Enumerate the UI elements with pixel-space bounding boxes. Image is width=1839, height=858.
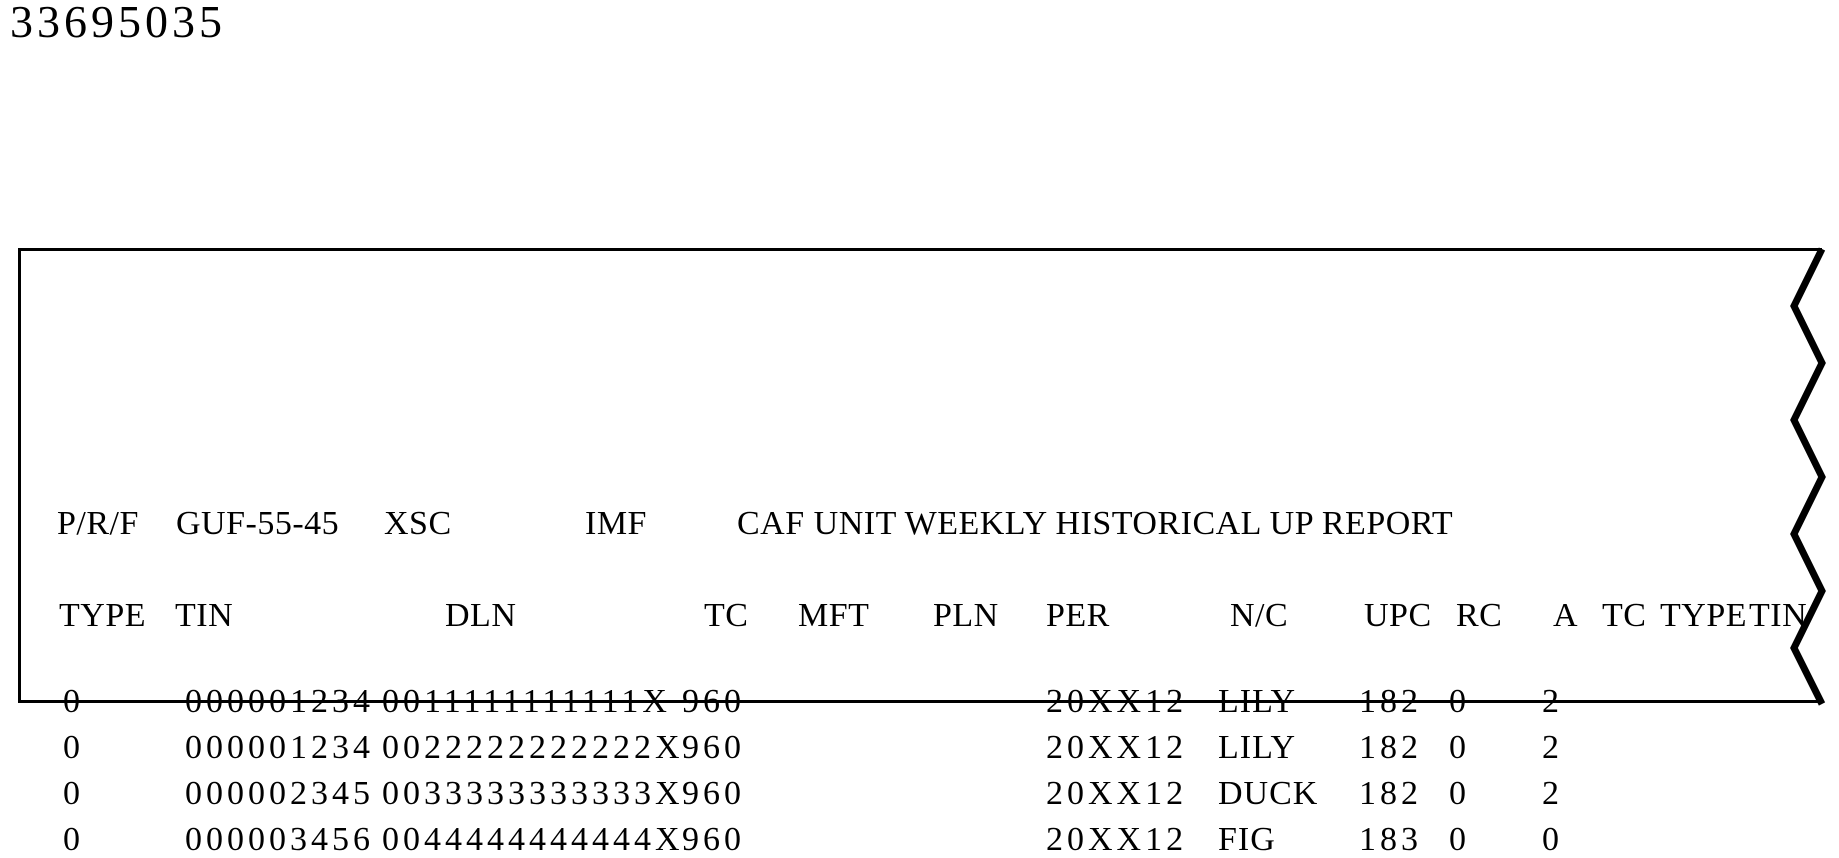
report-title: CAF UNIT WEEKLY HISTORICAL UP REPORT xyxy=(737,505,1454,542)
cell-type: 0 xyxy=(63,775,84,812)
report-code: XSC xyxy=(384,505,452,542)
column-header-tin: TIN xyxy=(175,597,234,634)
column-header-pln: PLN xyxy=(933,597,999,634)
column-header-type: TYPE xyxy=(59,597,146,634)
cell-type: 0 xyxy=(63,821,84,858)
cell-nc: DUCK xyxy=(1218,775,1319,812)
cell-tc: 960 xyxy=(682,683,745,720)
report-box xyxy=(18,248,1822,858)
cell-upc: 183 xyxy=(1359,821,1422,858)
column-header-dln: DLN xyxy=(445,597,517,634)
document-number: 33695035 xyxy=(10,0,226,47)
cell-tin: 000002345 xyxy=(185,775,374,812)
column-header-tc-2: TC xyxy=(1602,597,1647,634)
cell-rc: 0 xyxy=(1449,683,1470,720)
cell-upc: 182 xyxy=(1359,775,1422,812)
cell-rc: 0 xyxy=(1449,729,1470,766)
cell-per: 20XX12 xyxy=(1046,821,1188,858)
cell-nc: LILY xyxy=(1218,683,1297,720)
column-header-nc: N/C xyxy=(1230,597,1289,634)
cell-dln: 0044444444444X xyxy=(382,821,684,858)
cell-upc: 182 xyxy=(1359,729,1422,766)
column-header-tc: TC xyxy=(704,597,749,634)
report-prf-label: P/R/F xyxy=(57,505,139,542)
cell-nc: LILY xyxy=(1218,729,1297,766)
column-header-upc: UPC xyxy=(1364,597,1432,634)
cell-tc: 960 xyxy=(682,821,745,858)
cell-a: 2 xyxy=(1542,729,1563,766)
cell-a: 2 xyxy=(1542,775,1563,812)
column-header-type-2: TYPE xyxy=(1660,597,1747,634)
cell-a: 0 xyxy=(1542,821,1563,858)
cell-dln: 0022222222222X xyxy=(382,729,684,766)
cell-rc: 0 xyxy=(1449,821,1470,858)
column-header-tin-2: TIN xyxy=(1749,597,1808,634)
report-master-file: IMF xyxy=(585,505,647,542)
cell-tin: 000003456 xyxy=(185,821,374,858)
cell-tc: 960 xyxy=(682,729,745,766)
cell-nc: FIG xyxy=(1218,821,1276,858)
cell-tin: 000001234 xyxy=(185,683,374,720)
cell-a: 2 xyxy=(1542,683,1563,720)
cell-type: 0 xyxy=(63,683,84,720)
cell-per: 20XX12 xyxy=(1046,775,1188,812)
cell-per: 20XX12 xyxy=(1046,683,1188,720)
column-header-mft: MFT xyxy=(798,597,870,634)
cell-upc: 182 xyxy=(1359,683,1422,720)
column-header-rc: RC xyxy=(1456,597,1503,634)
cell-per: 20XX12 xyxy=(1046,729,1188,766)
torn-edge-zigzag-icon xyxy=(1786,244,1830,708)
cell-rc: 0 xyxy=(1449,775,1470,812)
cell-tin: 000001234 xyxy=(185,729,374,766)
column-header-a: A xyxy=(1553,597,1579,634)
report-id: GUF-55-45 xyxy=(176,505,340,542)
cell-tc: 960 xyxy=(682,775,745,812)
column-header-per: PER xyxy=(1046,597,1110,634)
cell-dln: 0033333333333X xyxy=(382,775,684,812)
cell-dln: 0011111111111X xyxy=(382,683,671,720)
cell-type: 0 xyxy=(63,729,84,766)
